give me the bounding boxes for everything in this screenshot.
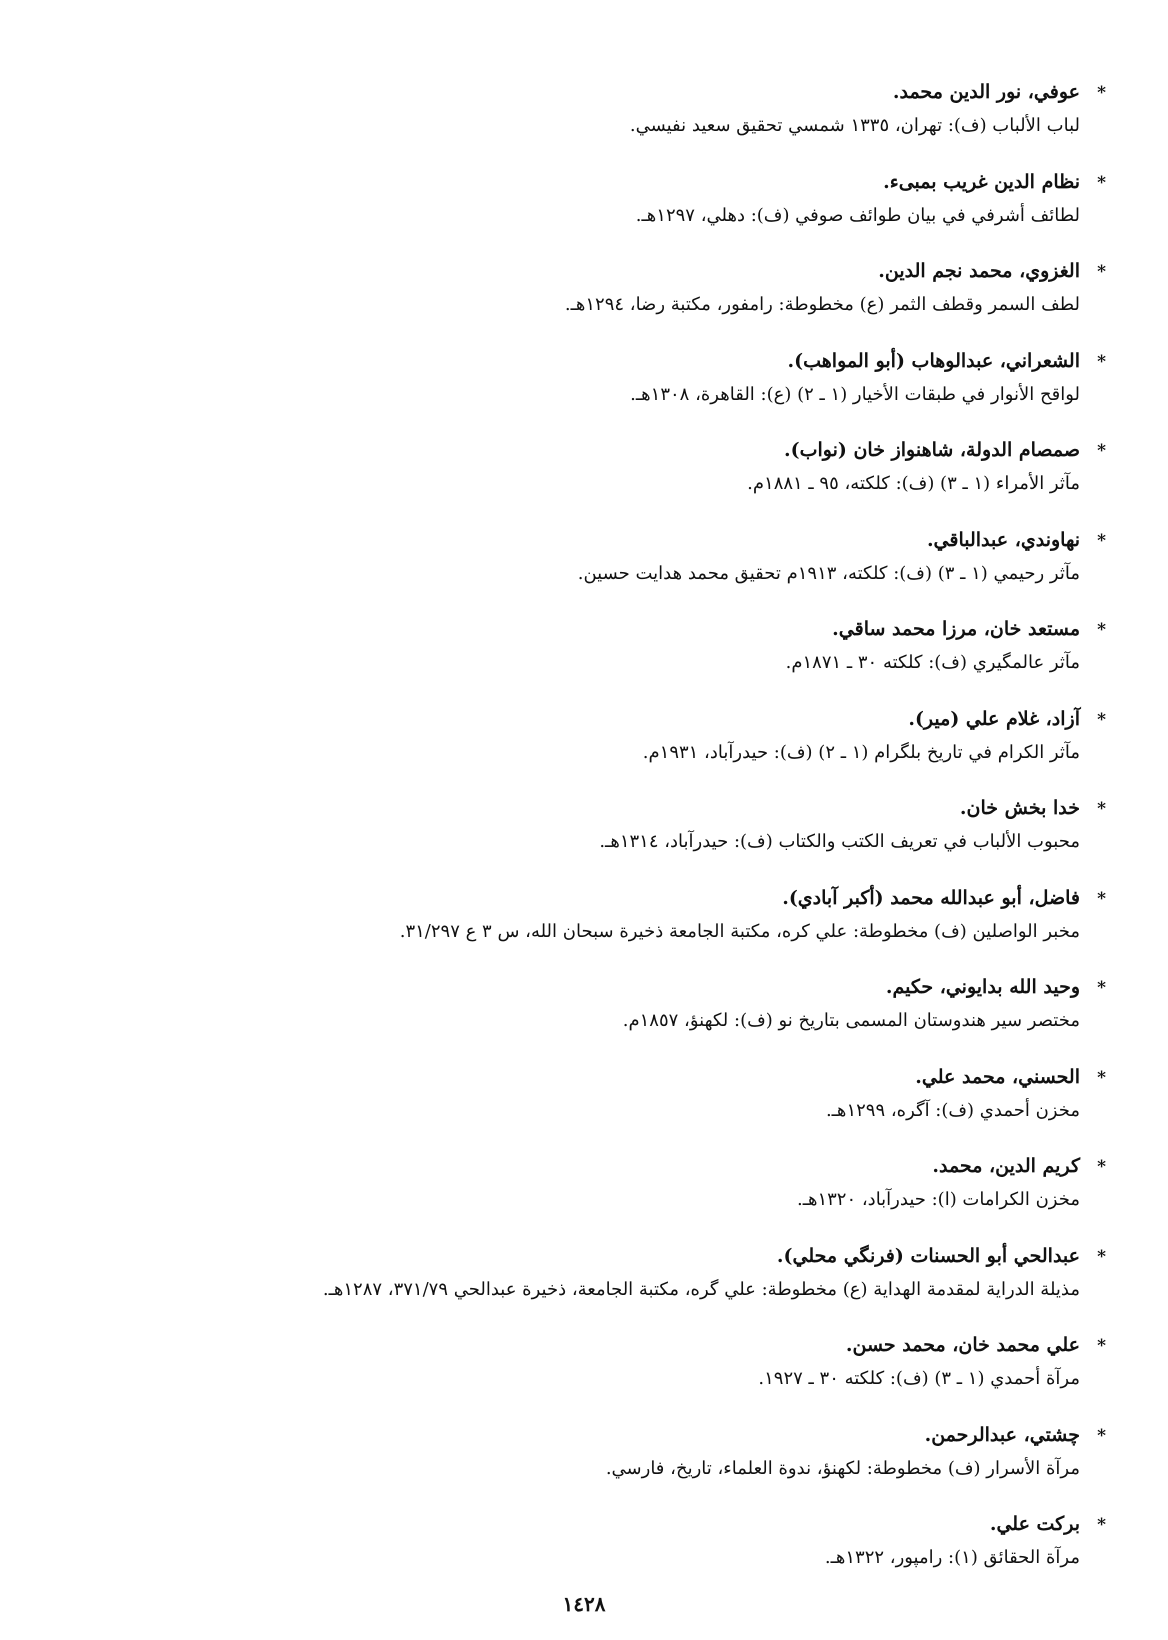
asterisk-icon: * — [1097, 1336, 1106, 1356]
entry-work: مآثر الأمراء (١ ـ ٣) (ف): كلكته، ٩٥ ـ ١٨٨١م. — [747, 473, 1080, 494]
author-name: مستعد خان، مرزا محمد ساقي. — [832, 618, 1080, 640]
asterisk-icon: * — [1097, 83, 1106, 103]
author-name: چشتي، عبدالرحمن. — [924, 1423, 1080, 1446]
author-name: صمصام الدولة، شاهنواز خان (نواب). — [783, 439, 1080, 461]
entry-work: لطف السمر وقطف الثمر (ع) مخطوطة: رامفور، مكتبة رضا، ١٢٩٤هـ. — [564, 294, 1080, 315]
author-name: آزاد، غلام علي (مير). — [908, 707, 1080, 730]
entry-work: مرآة الأسرار (ف) مخطوطة: لكهنؤ، ندوة العلماء، تاريخ، فارسي. — [605, 1457, 1080, 1479]
bibliography-entry — [56, 704, 1106, 794]
bibliography-entry — [56, 525, 1106, 615]
entry-work: لباب الألباب (ف): تهران، ١٣٣٥ شمسي تحقيق سعيد نفيسي. — [629, 115, 1080, 136]
bibliography-entry — [56, 77, 1106, 167]
entry-work: مرآة أحمدي (١ ـ ٣) (ف): كلكته ٣٠ ـ ١٩٢٧. — [758, 1368, 1080, 1389]
entry-author — [56, 1062, 1106, 1092]
asterisk-icon: * — [1097, 709, 1106, 730]
bibliography-entry — [56, 435, 1106, 525]
entry-work: مختصر سير هندوستان المسمى بتاريخ نو (ف): لكهنؤ، ١٨٥٧م. — [622, 1010, 1080, 1031]
author-name: بركت علي. — [989, 1513, 1080, 1535]
entry-work: مرآة الحقائق (١): رامپور، ١٣٢٢هـ. — [824, 1547, 1080, 1568]
asterisk-icon: * — [1097, 1515, 1106, 1535]
entry-work: مآثر رحيمي (١ ـ ٣) (ف): كلكته، ١٩١٣م تحقيق محمد هدايت حسين. — [577, 562, 1080, 584]
asterisk-icon: * — [1097, 799, 1106, 819]
asterisk-icon: * — [1097, 888, 1106, 909]
entry-work: مآثر الكرام في تاريخ بلگرام (١ ـ ٢) (ف): حيدرآباد، ١٩٣١م. — [642, 741, 1080, 763]
entry-work: مآثر عالمگيري (ف): كلكته ٣٠ ـ ١٨٧١م. — [785, 652, 1080, 673]
entry-work: محبوب الألباب في تعريف الكتب والكتاب (ف): حيدرآباد، ١٣١٤هـ. — [599, 831, 1080, 852]
author-name: كريم الدين، محمد. — [932, 1155, 1080, 1177]
asterisk-icon: * — [1097, 172, 1106, 193]
asterisk-icon: * — [1097, 620, 1106, 640]
asterisk-icon: * — [1097, 262, 1106, 282]
author-name: الغزوي، محمد نجم الدين. — [878, 260, 1080, 282]
author-name: خدا بخش خان. — [959, 797, 1080, 819]
asterisk-icon: * — [1097, 978, 1106, 998]
entry-work: مخزن الكرامات (ا): حيدرآباد، ١٣٢٠هـ. — [796, 1189, 1080, 1210]
author-name: عوفي، نور الدين محمد. — [892, 81, 1080, 103]
bibliography-list — [56, 77, 1106, 1599]
asterisk-icon: * — [1097, 1157, 1106, 1177]
entry-author — [56, 346, 1106, 376]
author-name: علي محمد خان، محمد حسن. — [845, 1334, 1080, 1356]
entry-work: مخزن أحمدي (ف): آگره، ١٢٩٩هـ. — [825, 1099, 1080, 1121]
entry-work: مخبر الواصلين (ف) مخطوطة: علي كره، مكتبة الجامعة ذخيرة سبحان الله، س ٣ ع ٣١/٢٩٧. — [399, 920, 1080, 942]
bibliography-entry — [56, 614, 1106, 704]
bibliography-entry — [56, 793, 1106, 883]
author-name: الشعراني، عبدالوهاب (أبو المواهب). — [787, 349, 1080, 372]
author-name: وحيد الله بدايوني، حكيم. — [885, 976, 1080, 998]
bibliography-entry — [56, 1420, 1106, 1510]
bibliography-entry — [56, 346, 1106, 436]
asterisk-icon: * — [1097, 1067, 1106, 1088]
author-name: نهاوندي، عبدالباقي. — [926, 528, 1080, 551]
entry-author — [56, 256, 1106, 286]
entry-author — [56, 1509, 1106, 1539]
asterisk-icon: * — [1097, 351, 1106, 372]
bibliography-entry — [56, 1330, 1106, 1420]
bibliography-entry — [56, 883, 1106, 973]
asterisk-icon: * — [1097, 441, 1106, 461]
entry-author — [56, 614, 1106, 644]
entry-author — [56, 704, 1106, 734]
bibliography-entry — [56, 1062, 1106, 1152]
entry-author — [56, 435, 1106, 465]
entry-work: مذيلة الدراية لمقدمة الهداية (ع) مخطوطة: علي گره، مكتبة الجامعة، ذخيرة عبدالحي ٣٧١/٧٩، ١٢٨٧هـ. — [322, 1278, 1080, 1300]
entry-author — [56, 77, 1106, 107]
bibliography-entry — [56, 1241, 1106, 1331]
author-name: نظام الدين غريب بمبىء. — [883, 170, 1080, 193]
bibliography-entry — [56, 256, 1106, 346]
bibliography-entry — [56, 167, 1106, 257]
entry-author — [56, 972, 1106, 1002]
bibliography-entry — [56, 1509, 1106, 1599]
entry-author — [56, 1241, 1106, 1271]
entry-author — [56, 883, 1106, 913]
entry-author — [56, 1330, 1106, 1360]
entry-work: لطائف أشرفي في بيان طوائف صوفي (ف): دهلي، ١٢٩٧هـ. — [635, 204, 1080, 226]
author-name: عبدالحي أبو الحسنات (فرنگي محلي). — [776, 1244, 1080, 1267]
bibliography-entry — [56, 972, 1106, 1062]
author-name: فاضل، أبو عبدالله محمد (أكبر آبادي). — [782, 886, 1080, 909]
asterisk-icon: * — [1097, 530, 1106, 551]
entry-work: لواقح الأنوار في طبقات الأخيار (١ ـ ٢) (ع): القاهرة، ١٣٠٨هـ. — [630, 383, 1080, 405]
entry-author — [56, 167, 1106, 197]
asterisk-icon: * — [1097, 1425, 1106, 1446]
asterisk-icon: * — [1097, 1246, 1106, 1267]
entry-author — [56, 1151, 1106, 1181]
entry-author — [56, 525, 1106, 555]
author-name: الحسني، محمد علي. — [915, 1065, 1080, 1088]
bibliography-entry — [56, 1151, 1106, 1241]
entry-author — [56, 1420, 1106, 1450]
entry-author — [56, 793, 1106, 823]
page-number: ١٤٢٨ — [562, 1592, 606, 1616]
